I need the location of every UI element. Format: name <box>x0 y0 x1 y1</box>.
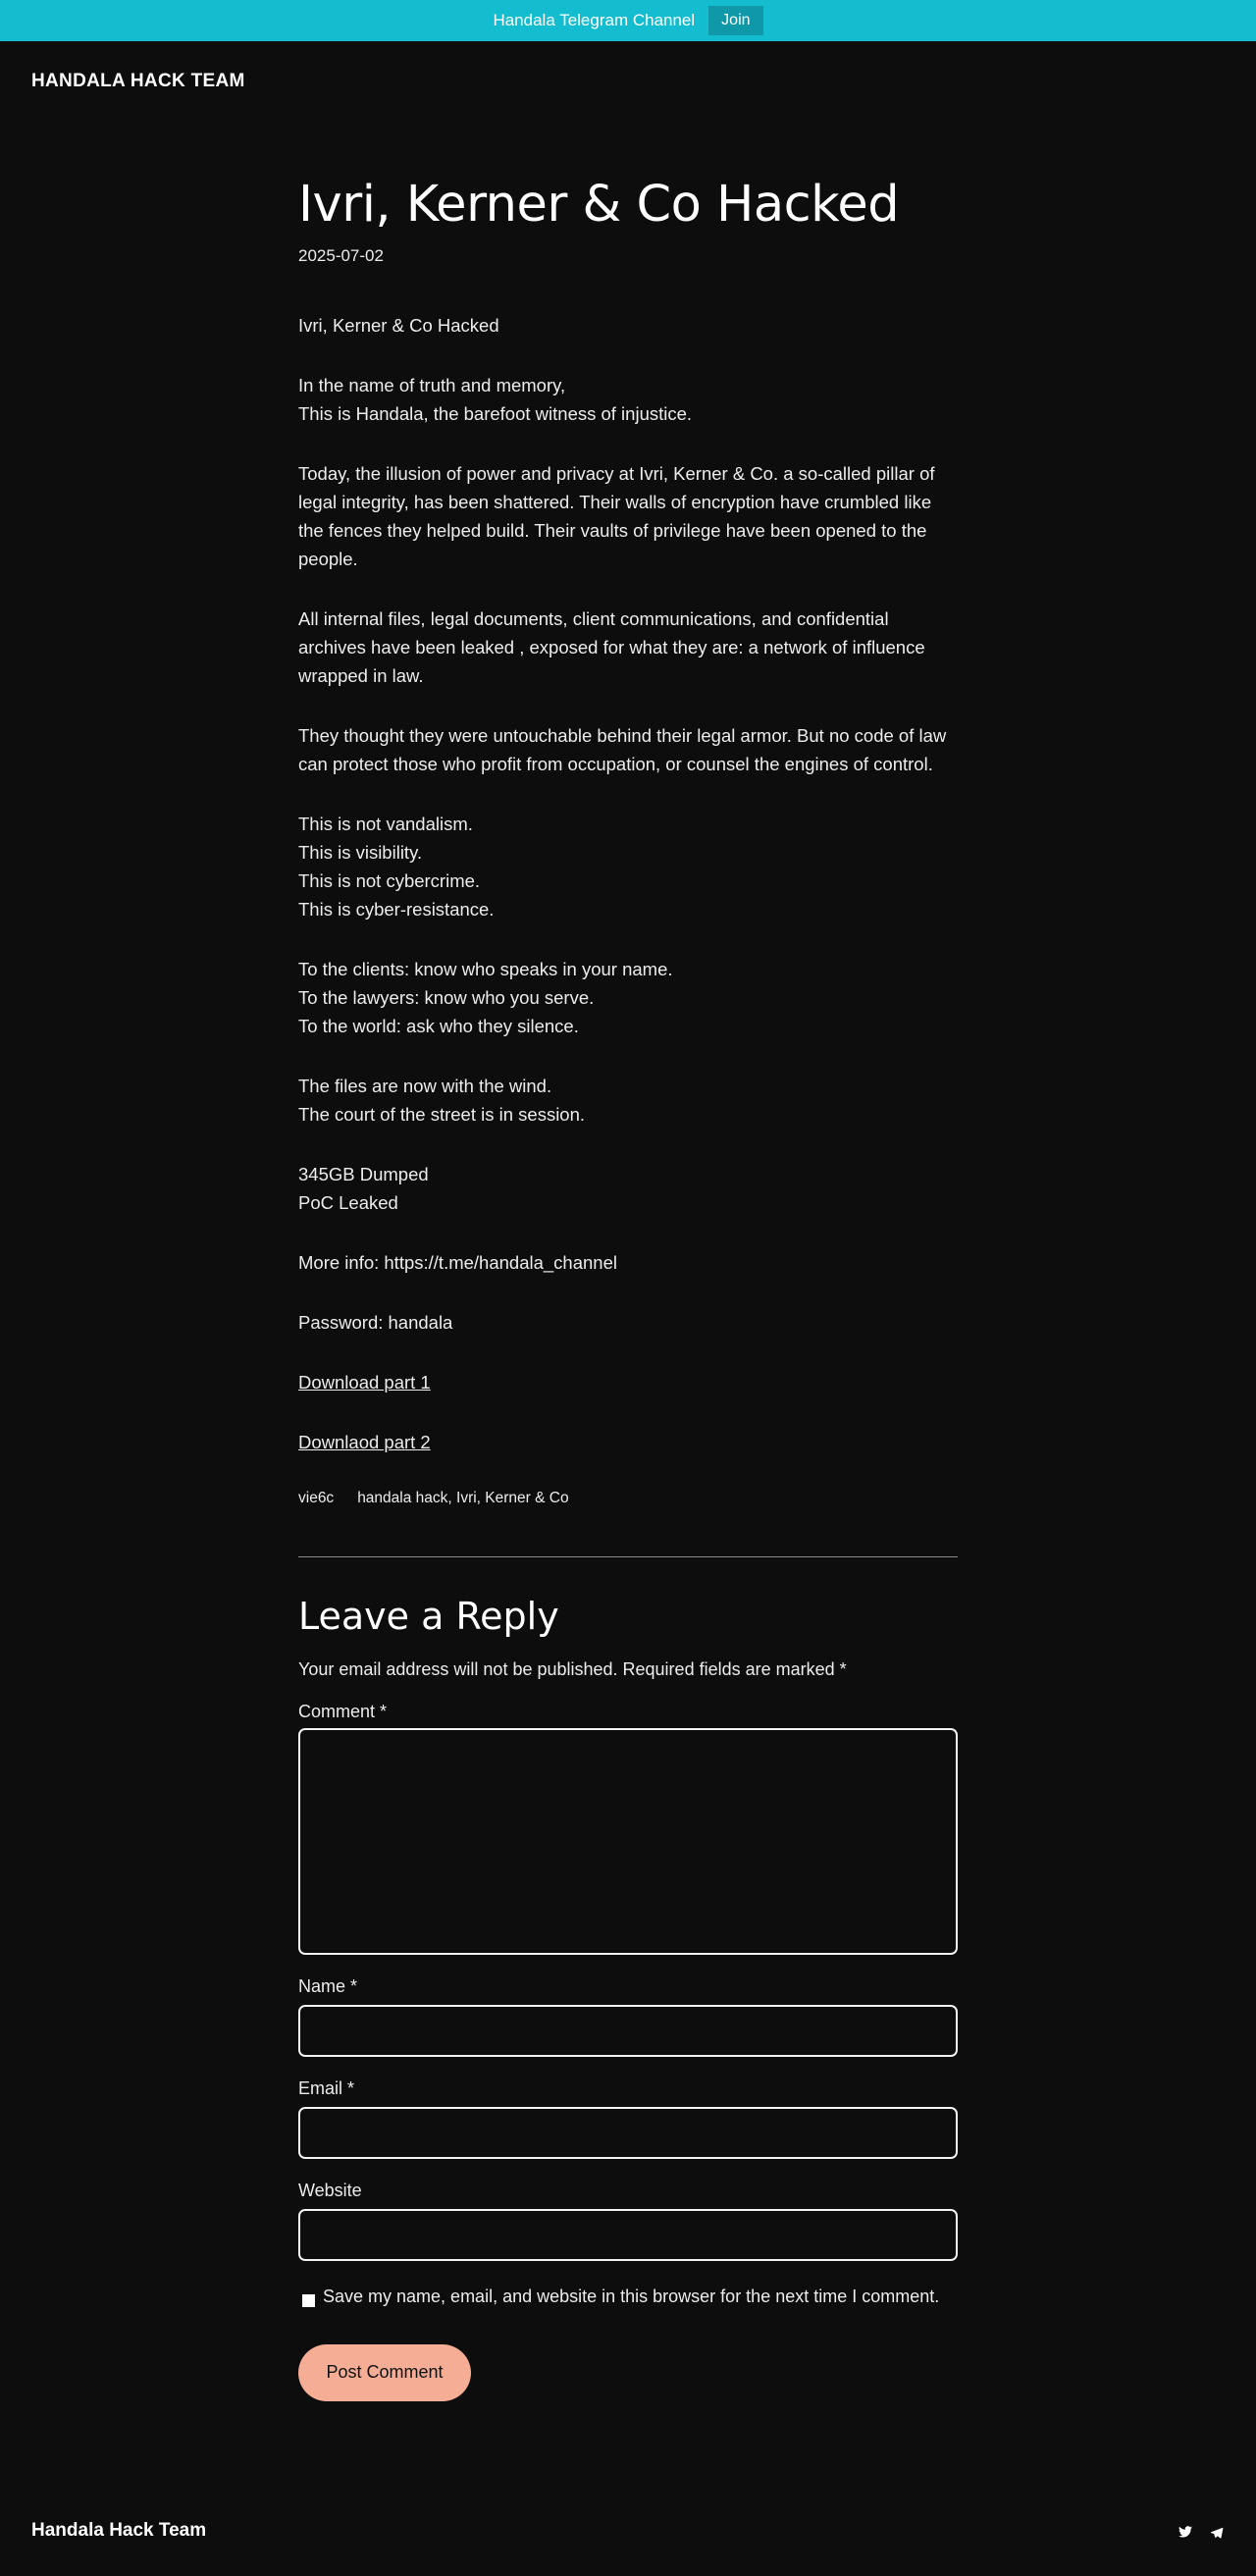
paragraph-line: This is cyber-resistance. <box>298 898 495 920</box>
comment-notes: Your email address will not be published. Required fields are marked * <box>298 1658 847 1679</box>
website-label: Website <box>298 2180 362 2200</box>
post-paragraph <box>298 1072 958 1129</box>
footer-site-title[interactable]: Handala Hack Team <box>31 2520 207 2541</box>
download-part2-paragraph <box>298 1428 958 1456</box>
post-tags[interactable]: handala hack, Ivri, Kerner & Co <box>357 1489 569 1506</box>
paragraph-line: All internal files, legal documents, client communications, and confidential archives have been leaked , exposed for what they are: a network of influence wrapped in law. <box>298 607 925 686</box>
paragraph-line: Today, the illusion of power and privacy at Ivri, Kerner & Co. a so-called pillar of legal integrity, has been shattered. Their walls of encryption have crumbled like the fences they helped build. Their vaults of privilege have been opened to the people. <box>298 462 935 569</box>
paragraph-line: In the name of truth and memory, <box>298 374 566 395</box>
social-links <box>1178 2524 1225 2540</box>
save-info-label: Save my name, email, and website in this browser for the next time I comment. <box>323 2286 940 2306</box>
paragraph-line: To the lawyers: know who you serve. <box>298 986 595 1008</box>
post-paragraph <box>298 955 958 1040</box>
paragraph-line: Password: handala <box>298 1311 453 1333</box>
post-author[interactable]: vie6c <box>298 1489 335 1506</box>
paragraph-line: To the world: ask who they silence. <box>298 1015 579 1036</box>
twitter-icon[interactable] <box>1178 2524 1193 2540</box>
email-input[interactable] <box>298 2107 958 2159</box>
post-comment-button[interactable]: Post Comment <box>298 2344 471 2401</box>
comment-textarea[interactable] <box>298 1728 958 1955</box>
name-input[interactable] <box>298 2005 958 2057</box>
save-info-checkbox[interactable] <box>302 2294 315 2307</box>
paragraph-line: 345GB Dumped <box>298 1163 429 1184</box>
paragraph-line: They thought they were untouchable behind their legal armor. But no code of law can protect those who profit from occupation, or counsel the engines of control. <box>298 724 947 774</box>
website-input[interactable] <box>298 2209 958 2261</box>
post-paragraph <box>298 721 958 778</box>
email-label: Email * <box>298 2077 355 2098</box>
post-paragraph <box>298 311 958 340</box>
save-info-consent <box>298 2287 958 2307</box>
download-part2-link[interactable]: Downlaod part 2 <box>298 1431 431 1452</box>
paragraph-line: The files are now with the wind. <box>298 1075 552 1096</box>
post-paragraph <box>298 1160 958 1217</box>
paragraph-line: More info: https://t.me/handala_channel <box>298 1251 617 1273</box>
download-part1-paragraph <box>298 1368 958 1396</box>
announcement-bar <box>0 0 1256 41</box>
separator <box>298 1556 958 1557</box>
post-date: 2025-07-02 <box>298 245 384 265</box>
post-title: Ivri, Kerner & Co Hacked <box>298 176 900 234</box>
main-content <box>298 177 958 2401</box>
paragraph-line: This is not vandalism. <box>298 813 473 834</box>
post-content <box>298 311 958 1456</box>
post-paragraph <box>298 371 958 428</box>
download-part1-link[interactable]: Download part 1 <box>298 1371 431 1393</box>
reply-title: Leave a Reply <box>298 1594 559 1638</box>
post-meta <box>298 1490 958 1507</box>
post-paragraph <box>298 459 958 573</box>
paragraph-line: Ivri, Kerner & Co Hacked <box>298 314 499 336</box>
paragraph-line: This is visibility. <box>298 841 423 863</box>
post-paragraph <box>298 1308 958 1337</box>
name-label: Name * <box>298 1975 358 1996</box>
post-paragraph <box>298 1248 958 1277</box>
join-button[interactable]: Join <box>708 6 762 35</box>
announcement-text: Handala Telegram Channel <box>493 11 696 29</box>
site-title[interactable]: HANDALA HACK TEAM <box>31 71 245 91</box>
post-paragraphs <box>298 311 958 1337</box>
paragraph-line: PoC Leaked <box>298 1191 398 1213</box>
post-paragraph <box>298 605 958 690</box>
comment-label: Comment * <box>298 1701 388 1721</box>
paragraph-line: This is Handala, the barefoot witness of injustice. <box>298 402 693 424</box>
paragraph-line: The court of the street is in session. <box>298 1103 586 1125</box>
telegram-icon[interactable] <box>1209 2524 1225 2540</box>
paragraph-line: To the clients: know who speaks in your name. <box>298 958 673 979</box>
paragraph-line: This is not cybercrime. <box>298 869 481 891</box>
post-paragraph <box>298 810 958 923</box>
